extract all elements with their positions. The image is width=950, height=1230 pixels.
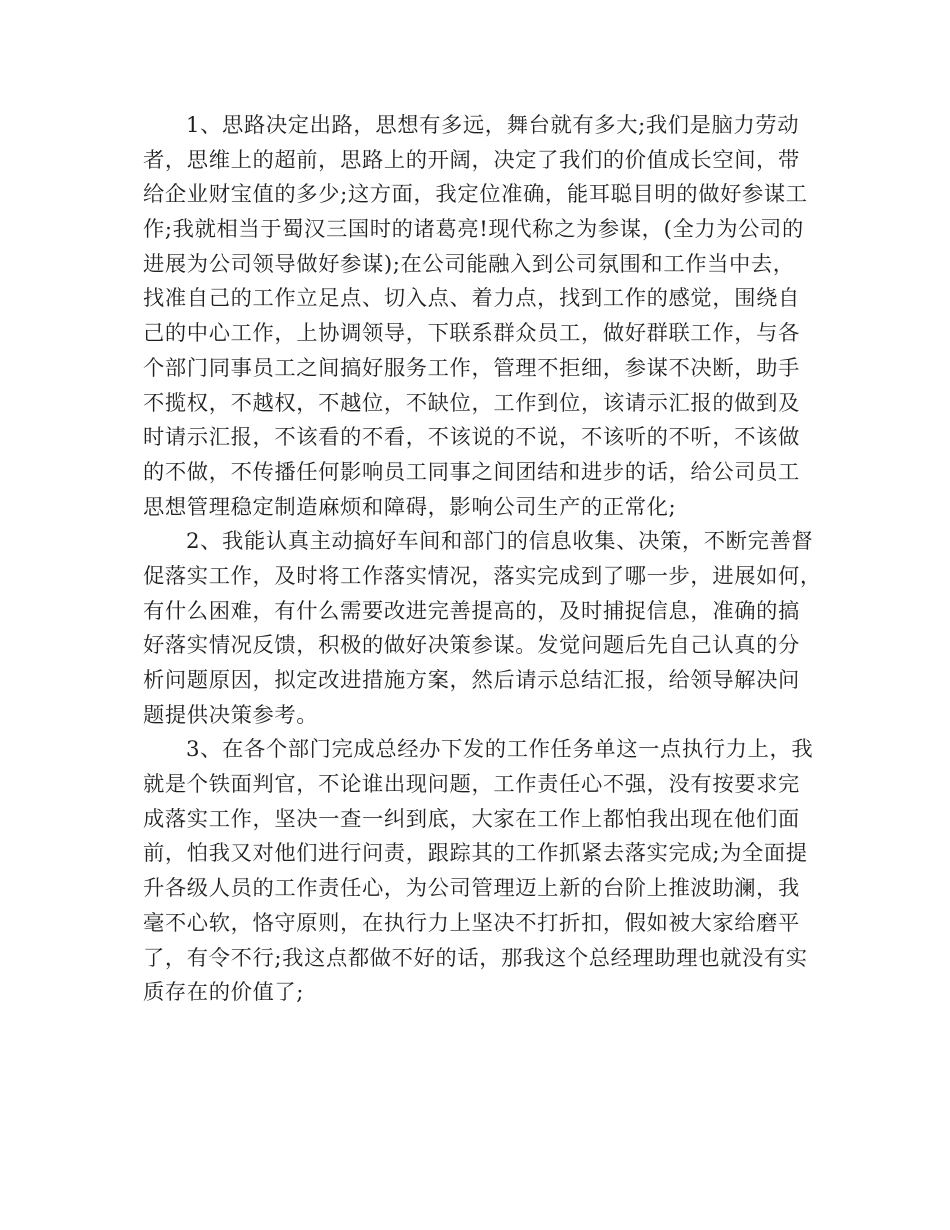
text-line: 质存在的价值了; — [143, 980, 305, 1006]
paragraph-3 — [143, 733, 813, 1011]
text-line: 题提供决策参考。 — [143, 702, 319, 728]
text-line: 析问题原因，拟定改进措施方案，然后请示总结汇报，给领导解决问 — [143, 668, 800, 693]
text-line: 的不做，不传播任何影响员工同事之间团结和进步的话，给公司员工 — [143, 459, 800, 485]
document-body — [143, 109, 822, 1011]
text-line: 了，有令不行;我这点都做不好的话，那我这个总经理助理也就没有实 — [143, 945, 808, 971]
text-line: 升各级人员的工作责任心，为公司管理迈上新的台阶上推波助澜，我 — [143, 876, 800, 902]
text-line: 有什么困难，有什么需要改进完善提高的，及时捕捉信息，准确的搞 — [143, 598, 800, 624]
text-line: 2、我能认真主动搞好车间和部门的信息收集、决策，不断完善督 — [186, 529, 814, 555]
text-line: 时请示汇报，不该看的不看，不该说的不说，不该听的不听，不该做 — [143, 425, 800, 451]
text-line: 己的中心工作，上协调领导，下联系群众员工，做好群联工作，与各 — [143, 321, 800, 347]
text-line: 者，思维上的超前，思路上的开阔，决定了我们的价值成长空间，带 — [143, 147, 800, 173]
text-line: 好落实情况反馈，积极的做好决策参谋。发觉问题后先自己认真的分 — [143, 633, 800, 659]
paragraph-1 — [143, 109, 813, 525]
text-line: 成落实工作，坚决一查一纠到底，大家在工作上都怕我出现在他们面 — [143, 806, 800, 832]
text-line: 思想管理稳定制造麻烦和障碍，影响公司生产的正常化; — [143, 494, 677, 520]
text-line: 不揽权，不越权，不越位，不缺位，工作到位，该请示汇报的做到及 — [143, 390, 800, 416]
text-line: 1、思路决定出路，思想有多远，舞台就有多大;我们是脑力劳动 — [186, 113, 800, 138]
text-line: 给企业财宝值的多少;这方面，我定位准确，能耳聪目明的做好参谋工 — [143, 182, 808, 208]
text-line: 个部门同事员工之间搞好服务工作，管理不拒细，参谋不决断，助手 — [143, 355, 800, 381]
text-line: 找准自己的工作立足点、切入点、着力点，找到工作的感觉，围绕自 — [143, 286, 800, 312]
text-line: 毫不心软，恪守原则，在执行力上坚决不打折扣，假如被大家给磨平 — [143, 910, 800, 936]
text-line: 作;我就相当于蜀汉三国时的诸葛亮!现代称之为参谋，(全力为公司的 — [143, 217, 804, 243]
text-line: 就是个铁面判官，不论谁出现问题，工作责任心不强，没有按要求完 — [143, 772, 800, 798]
text-line: 3、在各个部门完成总经办下发的工作任务单这一点执行力上，我 — [186, 737, 814, 763]
text-line: 进展为公司领导做好参谋);在公司能融入到公司氛围和工作当中去， — [143, 251, 795, 277]
paragraph-2 — [143, 525, 822, 733]
text-line: 前，怕我又对他们进行问责，跟踪其的工作抓紧去落实完成;为全面提 — [143, 841, 808, 867]
text-line: 促落实工作，及时将工作落实情况，落实完成到了哪一步，进展如何， — [143, 563, 822, 589]
